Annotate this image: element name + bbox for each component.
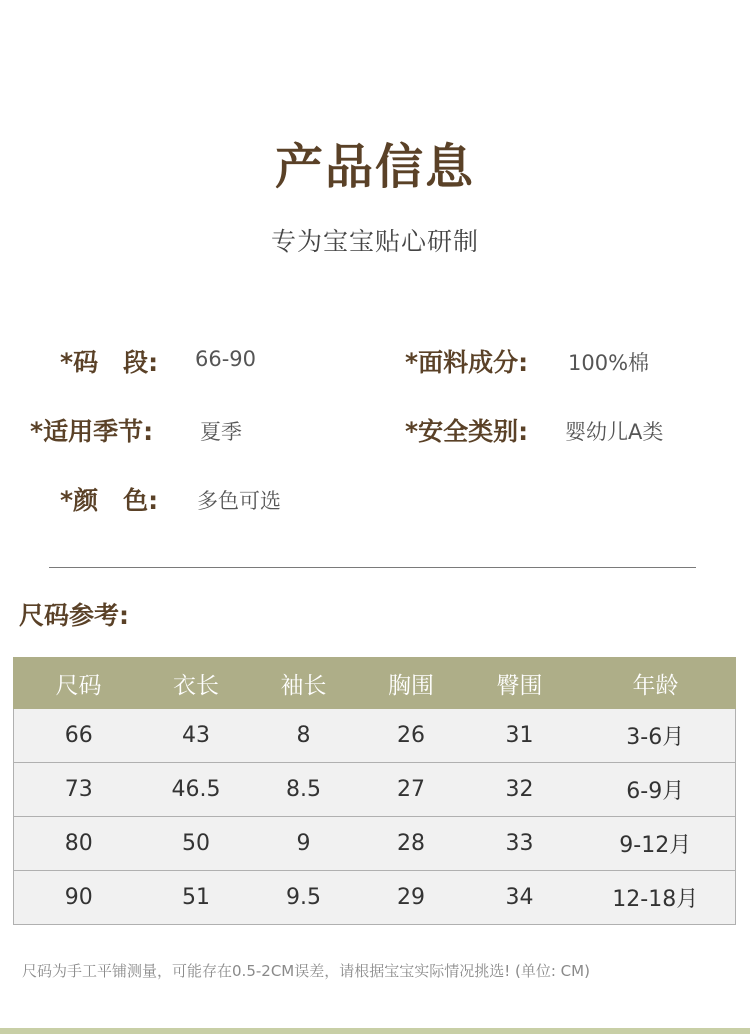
table-row <box>14 817 736 871</box>
size-chart-table <box>13 657 736 925</box>
column-header-sleeve: 袖长 <box>249 658 359 709</box>
table-cell: 73 <box>14 763 144 817</box>
table-cell: 33 <box>464 817 576 871</box>
table-cell: 32 <box>464 763 576 817</box>
column-header-hip: 臀围 <box>464 658 576 709</box>
table-cell: 43 <box>144 709 249 763</box>
season-value: 夏季 <box>200 420 242 444</box>
table-cell: 8.5 <box>249 763 359 817</box>
page-subtitle: 专为宝宝贴心研制 <box>270 227 479 256</box>
table-row <box>14 871 736 925</box>
size-chart-header-row <box>14 658 736 709</box>
table-cell: 46.5 <box>144 763 249 817</box>
table-cell: 6-9月 <box>576 763 736 817</box>
table-cell: 29 <box>359 871 464 925</box>
size-chart-heading: 尺码参考: <box>19 601 129 630</box>
column-header-age: 年龄 <box>576 658 736 709</box>
column-header-chest: 胸围 <box>359 658 464 709</box>
size-range-value: 66-90 <box>195 347 257 371</box>
measurement-note: 尺码为手工平铺测量，可能存在0.5-2CM误差，请根据宝宝实际情况挑选! (单位: CM) <box>22 962 590 980</box>
table-cell: 90 <box>14 871 144 925</box>
bottom-accent-bar <box>0 1028 750 1034</box>
column-header-length: 衣长 <box>144 658 249 709</box>
table-cell: 12-18月 <box>576 871 736 925</box>
color-value: 多色可选 <box>197 489 281 513</box>
season-label: *适用季节: <box>30 417 154 446</box>
table-cell: 9-12月 <box>576 817 736 871</box>
table-cell: 8 <box>249 709 359 763</box>
section-divider <box>49 567 696 568</box>
table-row <box>14 709 736 763</box>
table-row <box>14 763 736 817</box>
table-cell: 66 <box>14 709 144 763</box>
fabric-value: 100%棉 <box>568 351 650 375</box>
column-header-size: 尺码 <box>14 658 144 709</box>
table-cell: 31 <box>464 709 576 763</box>
table-cell: 27 <box>359 763 464 817</box>
size-range-label: *码 段: <box>60 348 159 377</box>
color-label: *颜 色: <box>60 486 159 515</box>
table-cell: 9 <box>249 817 359 871</box>
table-cell: 50 <box>144 817 249 871</box>
page-title: 产品信息 <box>274 139 475 195</box>
table-cell: 80 <box>14 817 144 871</box>
fabric-label: *面料成分: <box>405 348 529 377</box>
table-cell: 26 <box>359 709 464 763</box>
table-cell: 28 <box>359 817 464 871</box>
table-cell: 34 <box>464 871 576 925</box>
safety-value: 婴幼儿A类 <box>565 420 664 444</box>
table-cell: 3-6月 <box>576 709 736 763</box>
table-cell: 9.5 <box>249 871 359 925</box>
table-cell: 51 <box>144 871 249 925</box>
safety-label: *安全类别: <box>405 417 529 446</box>
